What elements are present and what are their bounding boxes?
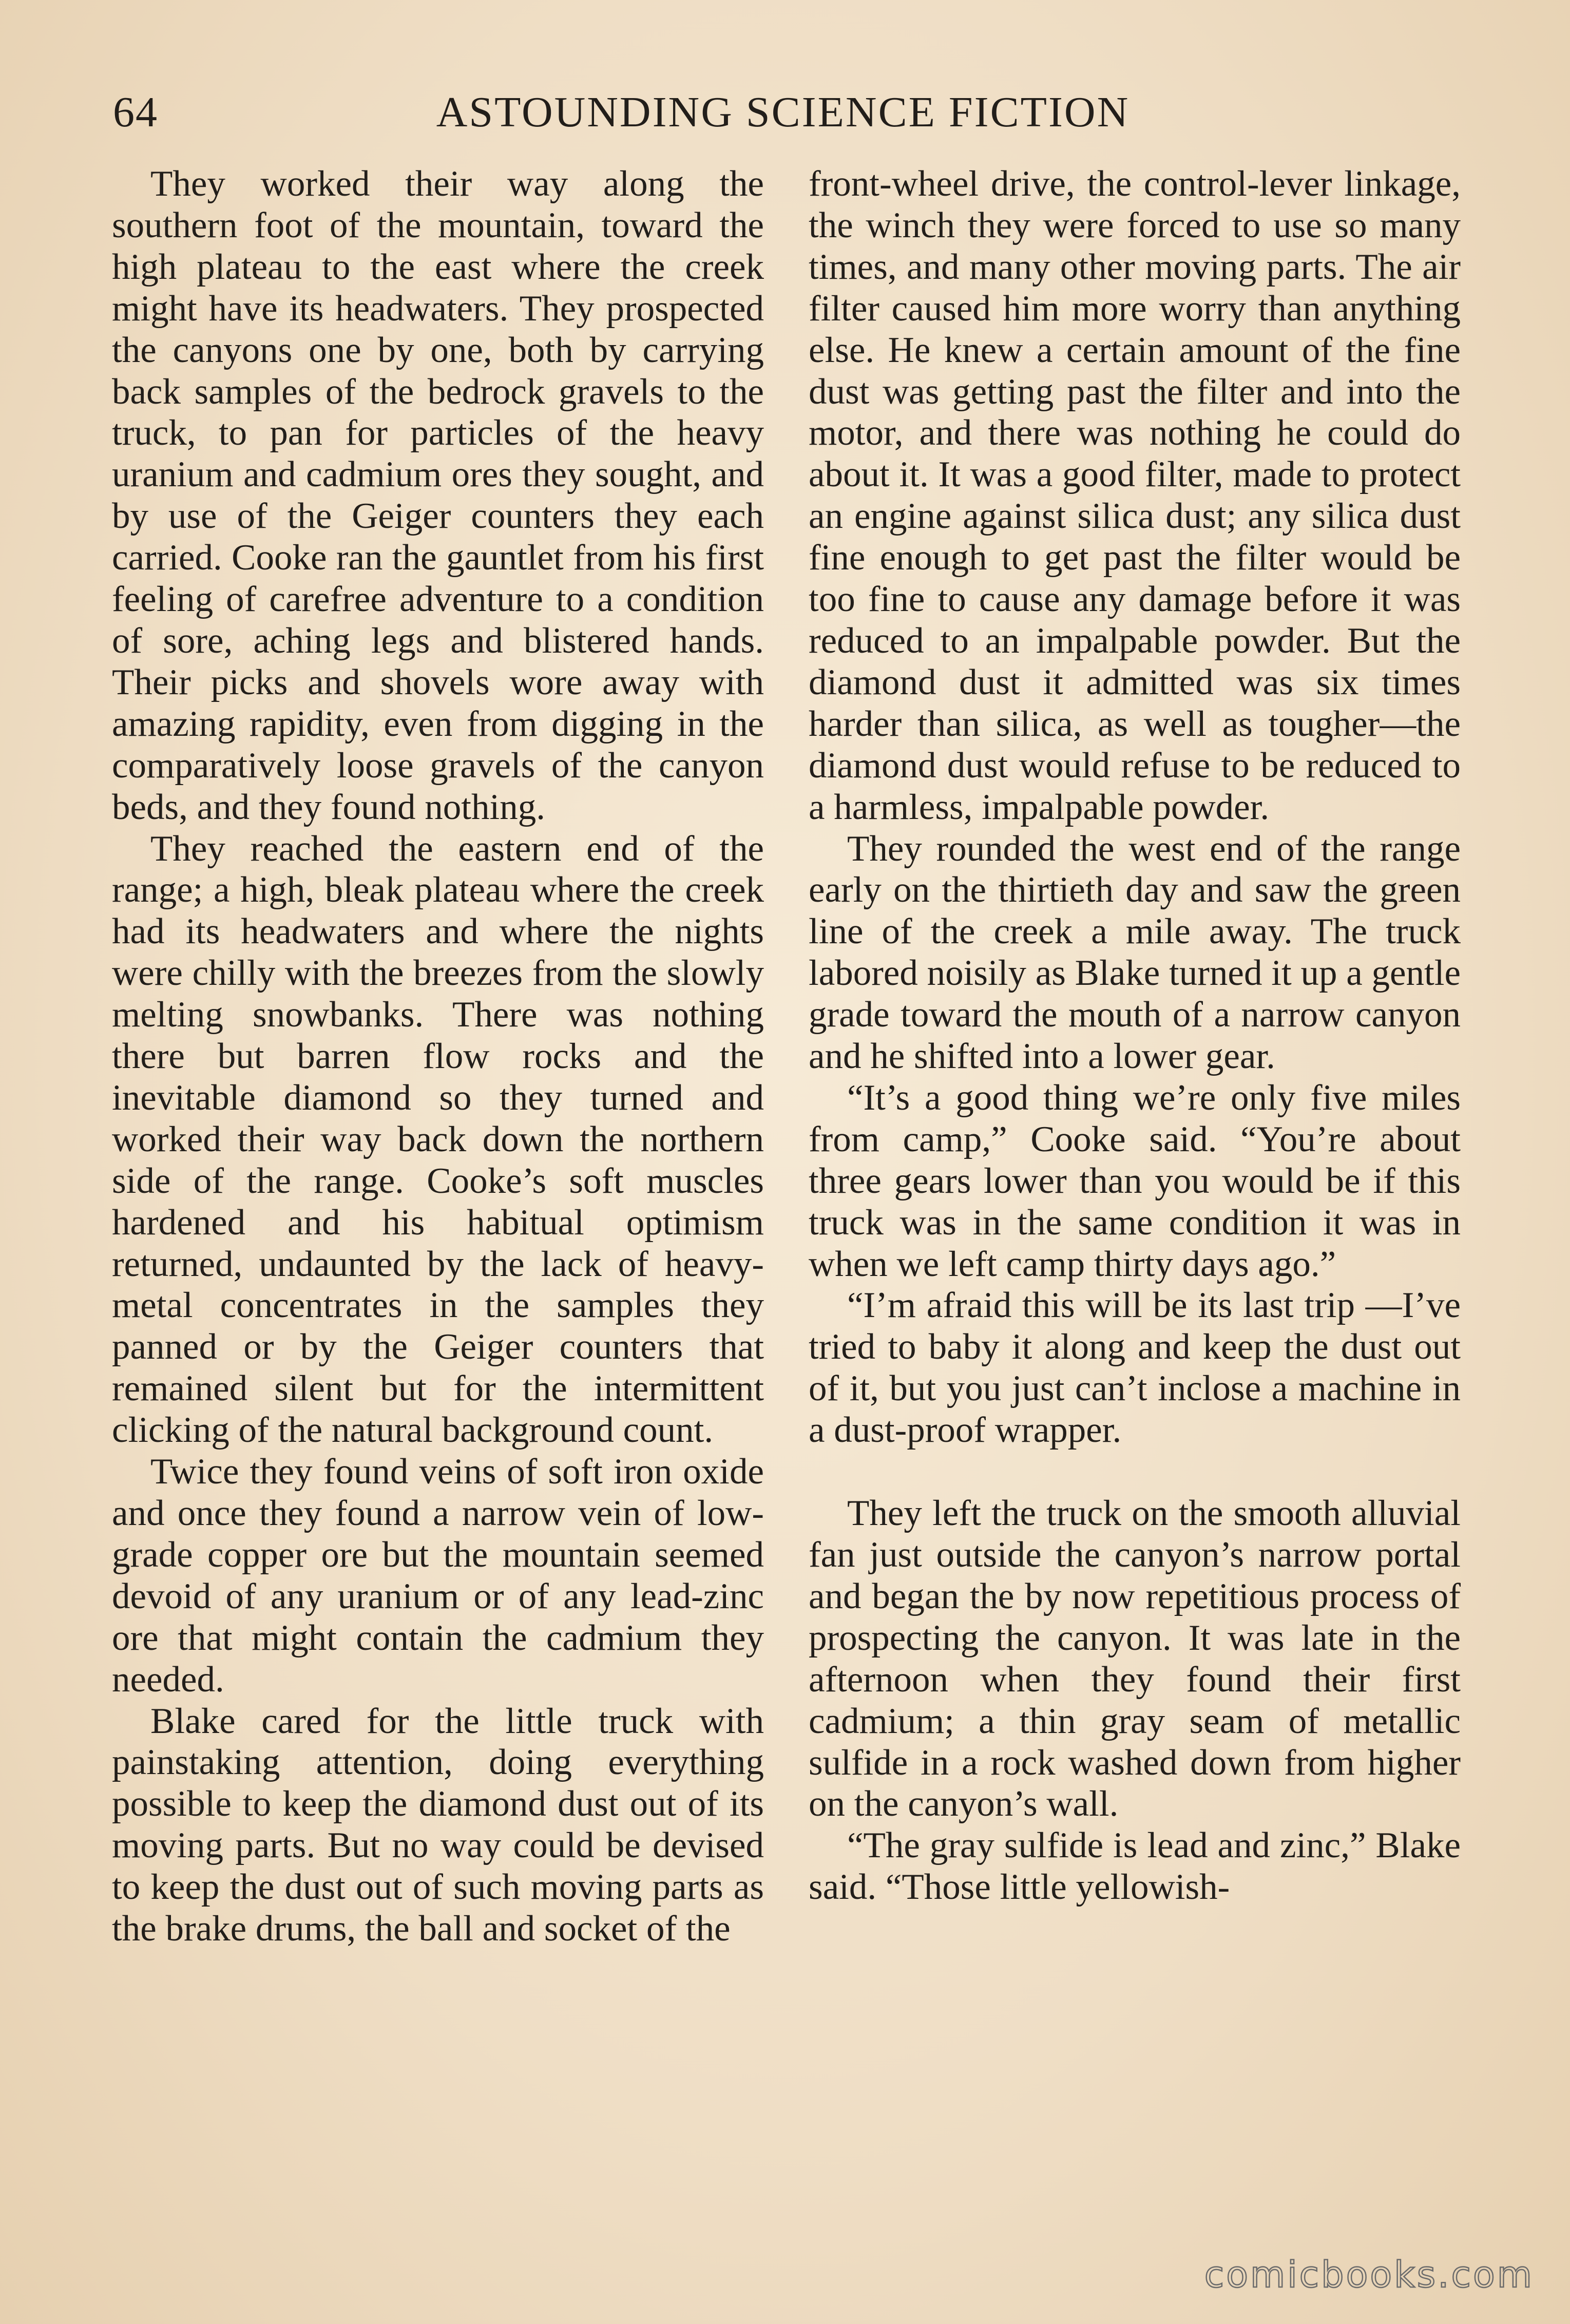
paragraph: They left the truck on the smooth alluvial fan just outside the canyon’s narrow portal and began the by now repetitious process of prospecting the canyon. It was late in the afternoon when they found their first cadmium; a thin gray seam of metallic sulfide in a rock washed down from higher on the canyon’s wall. bbox=[809, 1493, 1461, 1824]
page-header bbox=[103, 87, 1463, 144]
paragraph: “It’s a good thing we’re only five miles from camp,” Cooke said. “You’re about three gears lower than you would be if this truck was in the same condition it was in when we left camp thirty days ago.” bbox=[809, 1077, 1461, 1284]
paragraph: “I’m afraid this will be its last trip —I’ve tried to baby it along and keep the dust out of it, but you just can’t inclose a machine in a dust-proof wrapper. bbox=[809, 1285, 1461, 1451]
continued-paragraph: front-wheel drive, the control-lever linkage, the winch they were forced to use so many times, and many other moving parts. The air filter caused him more worry than anything else. He knew a certain amount of the fine dust was getting past the filter and into the motor, and there was nothing he could do about it. It was a good filter, made to protect an engine against silica dust; any silica dust fine enough to get past the filter would be too fine to cause any damage before it was reduced to an impalpable powder. But the diamond dust it admitted was six times harder than silica, as well as tougher—the diamond dust would refuse to be reduced to a harmless, impalpable powder. bbox=[809, 164, 1461, 827]
paragraph: They worked their way along the southern foot of the mountain, toward the high plateau to the east where the creek might have its headwaters. They prospected the canyons one by one, both by carrying back samples of the bedrock gravels to the truck, to pan for particles of the heavy uranium and cadmium ores they sought, and by use of the Geiger counters they each carried. Cooke ran the gauntlet from his first feeling of carefree adventure to a condition of sore, aching legs and blistered hands. Their picks and shovels wore away with amazing rapidity, even from digging in the comparatively loose gravels of the canyon beds, and they found nothing. bbox=[112, 164, 764, 827]
section-break bbox=[809, 1451, 1461, 1493]
right-column bbox=[809, 163, 1461, 1908]
paragraph: Twice they found veins of soft iron oxide and once they found a narrow vein of low-grade copper ore but the mountain seemed devoid of any uranium or of any lead-zinc ore that might contain the cadmium they needed. bbox=[112, 1452, 764, 1700]
paragraph: They reached the eastern end of the range; a high, bleak plateau where the creek had its headwaters and where the nights were chilly with the breezes from the slowly melting snowbanks. There was nothing there but barren flow rocks and the inevitable diamond so they turned and worked their way back down the northern side of the range. Cooke’s soft muscles hardened and his habitual optimism returned, undaunted by the lack of heavy-metal concentrates in the samples they panned or by the Geiger counters that remained silent but for the intermittent clicking of the natural background count. bbox=[112, 828, 764, 1451]
page-number: 64 bbox=[113, 88, 158, 136]
running-title: ASTOUNDING SCIENCE FICTION bbox=[436, 88, 1130, 136]
watermark: comicbooks.com bbox=[1204, 2254, 1534, 2296]
left-column bbox=[112, 163, 764, 1950]
paragraph: They rounded the west end of the range early on the thirtieth day and saw the green line of the creek a mile away. The truck labored noisily as Blake turned it up a gentle grade toward the mouth of a narrow canyon and he shifted into a lower gear. bbox=[809, 828, 1461, 1077]
paragraph: Blake cared for the little truck with painstaking attention, doing everything possible to keep the diamond dust out of its moving parts. But no way could be devised to keep the dust out of such moving parts as the brake drums, the ball and socket of the bbox=[112, 1701, 764, 1949]
paragraph: “The gray sulfide is lead and zinc,” Blake said. “Those little yellowish- bbox=[809, 1825, 1461, 1908]
